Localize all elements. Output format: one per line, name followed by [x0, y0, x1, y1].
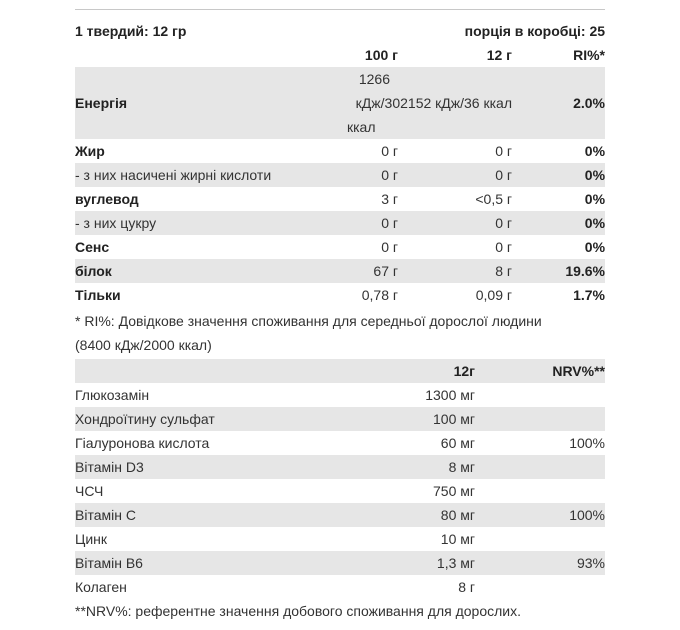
nutrient-ri: 0% [520, 163, 605, 187]
nutrient-name: Сенс [75, 239, 110, 255]
supplement-name: Цинк [75, 531, 108, 547]
supplement-header-nrv: NRV%** [475, 359, 605, 383]
supplement-name: Гіалуронова кислота [75, 435, 210, 451]
table-row [75, 527, 605, 551]
supplement-name: Хондроїтину сульфат [75, 407, 415, 431]
table-row [75, 163, 605, 187]
supplement-amount: 750 мг [433, 483, 475, 499]
supplement-nrv: 100% [475, 503, 605, 527]
supplement-amount: 1300 мг [425, 387, 475, 403]
nutrient-per12: <0,5 г [475, 191, 512, 207]
nutrition-facts [75, 0, 605, 623]
nutrient-name: Жир [75, 143, 105, 159]
table-row [75, 235, 605, 259]
supplement-nrv [475, 455, 605, 479]
energy-row [75, 67, 605, 139]
nutrient-per12: 0 г [400, 163, 520, 187]
energy-label: Енергія [75, 67, 315, 139]
nutrient-name: білок [75, 259, 315, 283]
nutrient-ri: 0% [584, 239, 606, 255]
table-row [75, 383, 605, 407]
nutrient-per100: 0 г [381, 143, 398, 159]
nutrient-per100: 0,78 г [361, 287, 398, 303]
column-header-row [75, 43, 605, 67]
table-row [75, 479, 605, 503]
supplement-amount: 8 г [458, 579, 475, 595]
energy-per100-kj: 1266 [358, 71, 390, 87]
supplement-table [75, 359, 605, 623]
table-row [75, 431, 605, 455]
ri-footnote: * RI%: Довідкове значення споживання для середньої дорослої людини (8400 кДж/2000 ккал) [75, 313, 542, 353]
table-row [75, 407, 605, 431]
supplement-name: Вітамін С [75, 503, 415, 527]
serving-label: 1 твердий: 12 гр [75, 23, 187, 39]
supplement-nrv: 100% [569, 435, 605, 451]
column-header-12g: 12 г [486, 47, 512, 63]
nutrient-name: - з них цукру [75, 211, 315, 235]
table-row [75, 455, 605, 479]
nutrient-name: вуглевод [75, 191, 139, 207]
supplement-amount: 60 мг [440, 435, 475, 451]
energy-per100-kcal: кДж/302 [355, 95, 408, 111]
nutrient-per12: 0 г [495, 143, 512, 159]
supplement-nrv [475, 527, 605, 551]
energy-per12: 152 кДж/36 ккал [407, 95, 512, 111]
supplement-name: Вітамін D3 [75, 455, 415, 479]
supplement-amount: 80 мг [415, 503, 475, 527]
nutrient-ri: 0% [584, 143, 606, 159]
column-header-100g: 100 г [364, 47, 398, 63]
nutrient-per12: 0,09 г [475, 287, 512, 303]
nutrient-per100: 0 г [381, 239, 398, 255]
nutrient-ri: 19.6% [520, 259, 605, 283]
ri-footnote-row [75, 307, 605, 359]
supplement-header-row [75, 359, 605, 383]
nutrient-per100: 0 г [315, 163, 400, 187]
nutrition-table [75, 19, 605, 359]
nrv-footnote-row [75, 599, 605, 623]
table-row [75, 259, 605, 283]
energy-ri: 2.0% [520, 67, 605, 139]
energy-values [315, 67, 520, 139]
supplement-nrv [475, 407, 605, 431]
supplement-name: Колаген [75, 579, 127, 595]
nutrient-per12: 0 г [400, 211, 520, 235]
table-row [75, 187, 605, 211]
nutrient-per100: 67 г [315, 259, 400, 283]
nutrient-name: - з них насичені жирні кислоти [75, 163, 315, 187]
supplement-amount: 8 мг [415, 455, 475, 479]
energy-per100-tail: ккал [347, 119, 376, 135]
supplement-nrv: 93% [475, 551, 605, 575]
nutrient-ri: 1.7% [573, 287, 606, 303]
supplement-amount: 100 мг [415, 407, 475, 431]
table-row [75, 139, 605, 163]
nutrient-name: Тільки [75, 287, 121, 303]
supplement-nrv [475, 575, 605, 599]
supplement-amount: 1,3 мг [415, 551, 475, 575]
top-divider [75, 9, 605, 10]
supplement-header-amount: 12г [415, 359, 475, 383]
table-row [75, 503, 605, 527]
serving-row [75, 19, 605, 43]
table-row [75, 551, 605, 575]
nutrient-per12: 0 г [495, 239, 512, 255]
supplement-name: Вітамін В6 [75, 551, 415, 575]
column-header-ri: RI%* [573, 47, 606, 63]
supplement-amount: 10 мг [440, 531, 475, 547]
nrv-footnote: **NRV%: референтне значення добового споживання для дорослих. [75, 603, 521, 619]
table-row [75, 211, 605, 235]
supplement-nrv [475, 479, 605, 503]
servings-per-box: порція в коробці: 25 [464, 23, 606, 39]
table-row [75, 575, 605, 599]
supplement-name: ЧСЧ [75, 483, 104, 499]
nutrient-ri: 0% [520, 211, 605, 235]
supplement-name: Глюкозамін [75, 387, 150, 403]
table-row [75, 283, 605, 307]
nutrient-per100: 0 г [315, 211, 400, 235]
nutrient-per12: 8 г [400, 259, 520, 283]
supplement-nrv [475, 383, 605, 407]
nutrient-ri: 0% [584, 191, 606, 207]
energy-kcal-line [315, 91, 512, 115]
nutrient-per100: 3 г [381, 191, 398, 207]
